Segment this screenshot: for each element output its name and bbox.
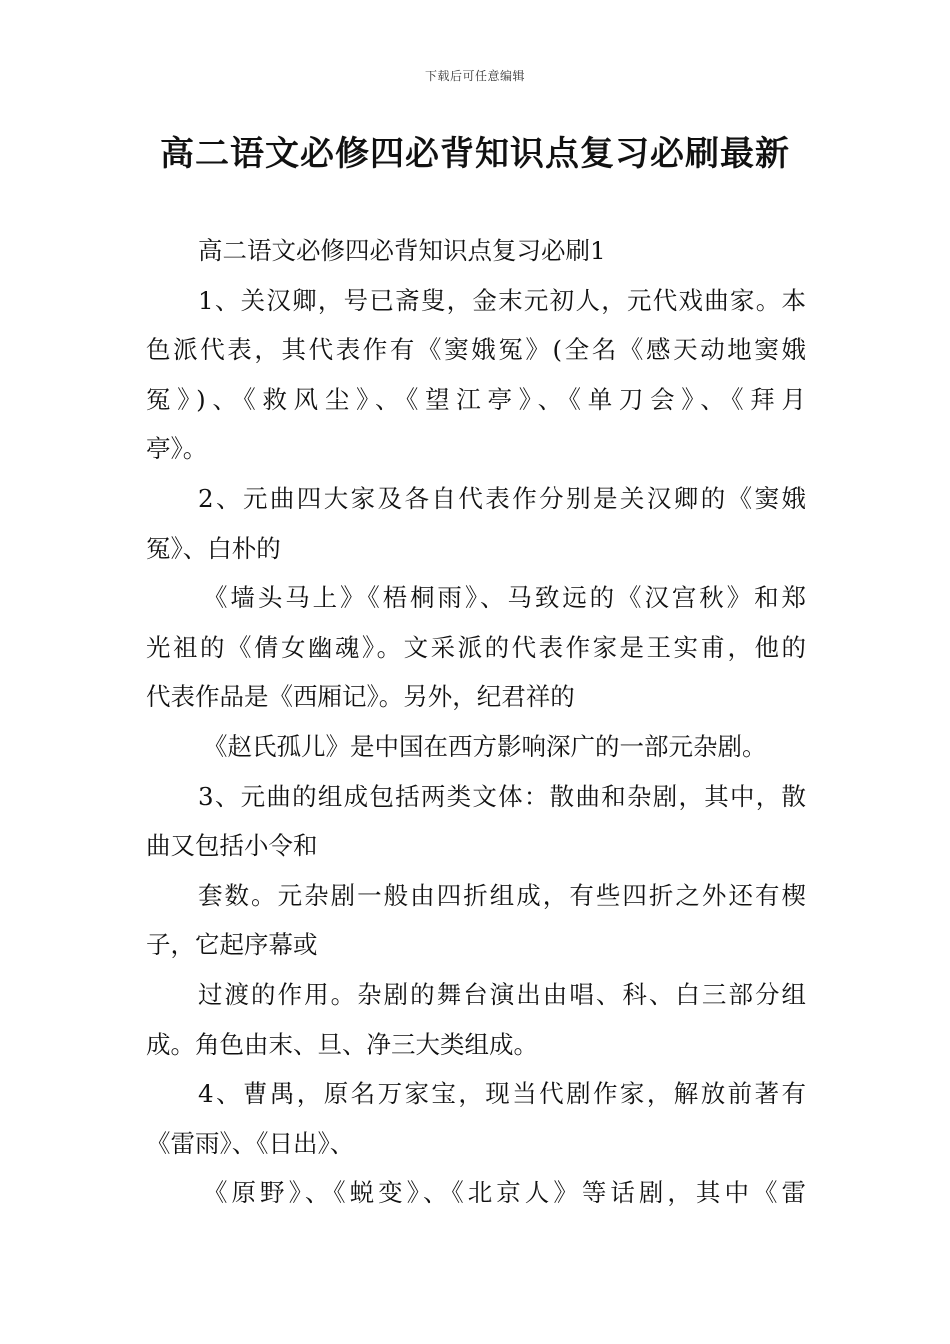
text-line: 《雷雨》、《日出》、: [146, 1128, 355, 1158]
document-body: [146, 226, 806, 1218]
text-line: 过渡的作用。杂剧的舞台演出由唱、科、白三部分组: [198, 979, 806, 1009]
text-line: 《赵氏孤儿》是中国在西方影响深广的一部元杂剧。: [203, 731, 767, 761]
header-note: 下载后可任意编辑: [424, 69, 525, 83]
text-line: 光祖的《倩女幽魂》。文采派的代表作家是王实甫，他的: [146, 632, 806, 662]
text-line: 3、元曲的组成包括两类文体：散曲和杂剧，其中，散: [198, 781, 806, 811]
text-line: 曲又包括小令和: [146, 831, 318, 861]
text-line: 代表作品是《西厢记》。另外，纪君祥的: [146, 682, 575, 712]
text-line: 4、曹禺，原名万家宝，现当代剧作家，解放前著有: [198, 1079, 806, 1109]
text-line: 冤》、白朴的: [146, 533, 281, 563]
text-line: 色派代表，其代表作有《窦娥冤》(全名《感天动地窦娥: [146, 335, 806, 365]
text-line: 1、关汉卿，号已斋叟，金末元初人，元代戏曲家。本: [198, 285, 806, 315]
text-line: 冤》)、《救风尘》、《望江亭》、《单刀会》、《拜月: [146, 384, 806, 414]
text-line: 子，它起序幕或: [146, 930, 318, 960]
text-line: 2、元曲四大家及各自代表作分别是关汉卿的《窦娥: [198, 483, 806, 513]
text-line: 《墙头马上》《梧桐雨》、马致远的《汉宫秋》和郑: [203, 583, 806, 613]
document-title: 高二语文必修四必背知识点复习必刷最新: [160, 134, 790, 174]
text-line: 《原野》、《蜕变》、《北京人》等话剧，其中《雷: [203, 1178, 806, 1208]
text-line: 亭》。: [146, 434, 208, 464]
section-heading: 高二语文必修四必背知识点复习必刷1: [198, 236, 606, 265]
text-line: 套数。元杂剧一般由四折组成，有些四折之外还有楔: [198, 880, 806, 910]
text-line: 成。角色由末、旦、净三大类组成。: [146, 1029, 538, 1059]
